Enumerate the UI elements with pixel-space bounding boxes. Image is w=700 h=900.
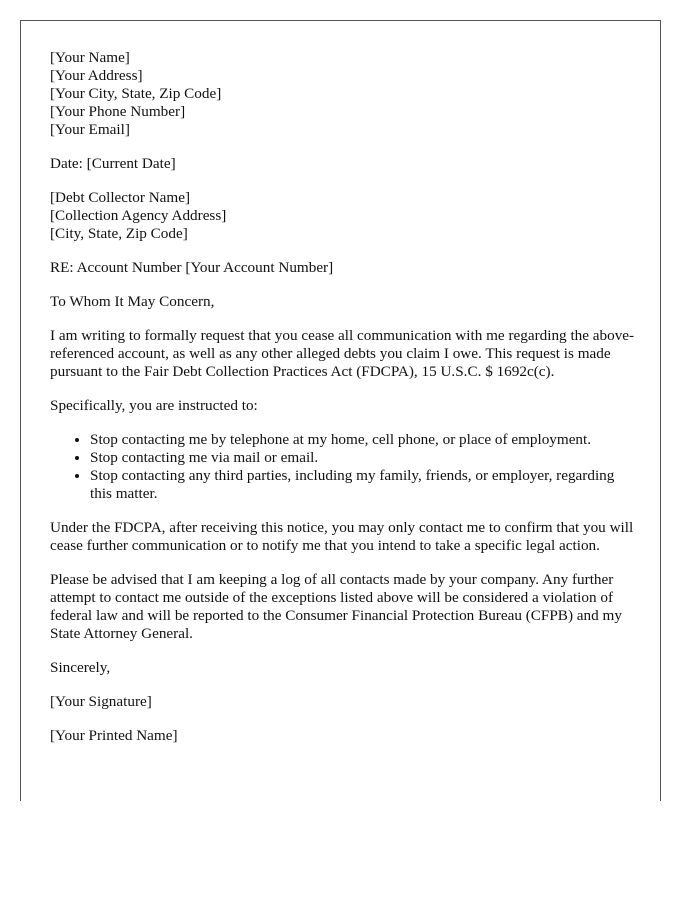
recipient-block [50, 189, 640, 243]
fdcpa-paragraph: Under the FDCPA, after receiving this notice, you may only contact me to confirm that you will cease further communication or to notify me that you intend to take a specific legal action. [50, 519, 634, 554]
letter-page [20, 20, 661, 801]
log-warning-paragraph: Please be advised that I am keeping a log of all contacts made by your company. Any further attempt to contact me outside of the exceptions listed above will be considered a violation of federal law and will be reported to the Consumer Financial Protection Bureau (CFPB) and my State Attorney General. [50, 571, 622, 642]
date-line: Date: [Current Date] [50, 155, 176, 172]
instruction-intro: Specifically, you are instructed to: [50, 397, 258, 414]
sender-address: [Your Address] [50, 67, 143, 84]
salutation: To Whom It May Concern, [50, 293, 215, 310]
re-line: RE: Account Number [Your Account Number] [50, 259, 334, 276]
list-item: • Stop contacting any third parties, including my family, friends, or employer, regarding this matter. [90, 467, 640, 503]
sender-phone: [Your Phone Number] [50, 103, 186, 120]
recipient-city-state-zip: [City, State, Zip Code] [50, 225, 188, 242]
sign-off: Sincerely, [50, 659, 111, 676]
request-paragraph: I am writing to formally request that you cease all communication with me regarding the above-referenced account, as well as any other alleged debts you claim I owe. This request is made pursuant to the Fair Debt Collection Practices Act (FDCPA), 15 U.S.C. $ 1692c(c). [50, 327, 635, 380]
list-item: • Stop contacting me via mail or email. [90, 449, 640, 467]
letter-body [50, 49, 640, 761]
sender-email: [Your Email] [50, 121, 130, 138]
recipient-address: [Collection Agency Address] [50, 207, 227, 224]
signature-placeholder: [Your Signature] [50, 693, 152, 710]
printed-name: [Your Printed Name] [50, 727, 178, 744]
recipient-name: [Debt Collector Name] [50, 189, 191, 206]
list-item: • Stop contacting me by telephone at my home, cell phone, or place of employment. [90, 431, 640, 449]
sender-name: [Your Name] [50, 49, 130, 66]
instruction-list [50, 431, 640, 503]
sender-block [50, 49, 640, 139]
sender-city-state-zip: [Your City, State, Zip Code] [50, 85, 222, 102]
